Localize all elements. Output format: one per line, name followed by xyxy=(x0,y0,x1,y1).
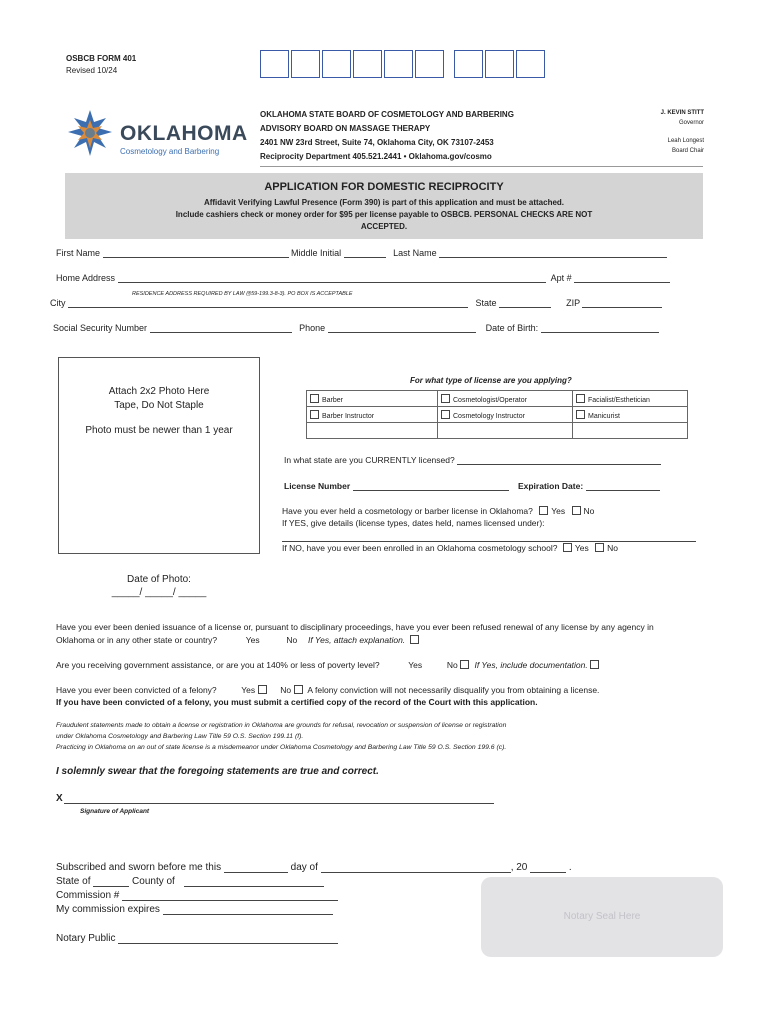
felony-note: A felony conviction will not necessarily disqualify you from obtaining a license. xyxy=(307,685,600,695)
form-id: OSBCB FORM 401 xyxy=(66,54,137,63)
year-prefix: , 20 xyxy=(510,862,528,873)
enrolled-row xyxy=(282,543,618,553)
barber-checkbox[interactable] xyxy=(310,394,319,403)
banner-line-1: Affidavit Verifying Lawful Presence (Form 390) is part of this application and must be attached. xyxy=(203,198,565,207)
yes-label: Yes xyxy=(551,506,566,516)
notary-seal-area[interactable] xyxy=(481,877,723,957)
city-label: City xyxy=(50,298,66,308)
denied-note: If Yes, attach explanation. xyxy=(307,635,406,645)
license-option-label: Cosmetologist/Operator xyxy=(453,396,527,404)
assistance-question: Are you receiving government assistance, or are you at 140% or less of poverty level? xyxy=(56,660,380,670)
current-state-label: In what state are you CURRENTLY licensed? xyxy=(284,455,455,465)
denied-yes-label: Yes xyxy=(245,635,260,645)
board-address: 2401 NW 23rd Street, Suite 74, Oklahoma City, OK 73107-2453 xyxy=(260,138,494,147)
signature-field[interactable] xyxy=(64,803,494,804)
license-type-question: For what type of license are you applying? xyxy=(410,376,572,385)
held-yes-checkbox[interactable] xyxy=(539,506,548,515)
id-box[interactable] xyxy=(322,50,351,78)
chair-title: Board Chair xyxy=(671,148,704,154)
oath-statement: I solemnly swear that the foregoing statements are true and correct. xyxy=(56,766,379,777)
held-license-row xyxy=(282,506,594,516)
phone-label: Phone xyxy=(299,323,326,333)
state-label: State xyxy=(475,298,497,308)
photo-area[interactable] xyxy=(58,357,260,554)
license-option-cell[interactable] xyxy=(573,407,688,423)
license-empty-cell[interactable] xyxy=(307,423,438,439)
signature-label: Signature of Applicant xyxy=(80,808,150,815)
id-box[interactable] xyxy=(454,50,483,78)
banner-line-3: ACCEPTED. xyxy=(360,222,408,231)
cosmetologist-checkbox[interactable] xyxy=(441,394,450,403)
id-box[interactable] xyxy=(485,50,514,78)
license-number-field[interactable] xyxy=(353,481,509,491)
license-option-cell[interactable] xyxy=(307,407,438,423)
apt-label: Apt # xyxy=(550,273,572,283)
denied-question-line-2: Oklahoma or in any other state or country? xyxy=(56,635,218,645)
application-banner xyxy=(65,173,703,239)
governor-name: J. KEVIN STITT xyxy=(660,110,704,116)
residence-note: RESIDENCE ADDRESS REQUIRED BY LAW (§59-199.3-8-3). PO BOX IS ACCEPTABLE xyxy=(132,291,353,297)
license-number-label: License Number xyxy=(284,481,351,491)
barber-instructor-checkbox[interactable] xyxy=(310,410,319,419)
notary-seal-label: Notary Seal Here xyxy=(563,911,641,922)
state-field[interactable] xyxy=(499,298,551,308)
ssn-field[interactable] xyxy=(150,323,292,333)
day-field[interactable] xyxy=(224,861,288,873)
notary-state-field[interactable] xyxy=(93,875,129,887)
apt-field[interactable] xyxy=(574,273,670,283)
legal-notice xyxy=(56,720,506,753)
denied-question-row xyxy=(56,635,422,645)
phone-field[interactable] xyxy=(328,323,476,333)
yes-label: Yes xyxy=(574,543,589,553)
license-option-label: Manicurist xyxy=(588,412,620,420)
last-name-field[interactable] xyxy=(439,248,667,258)
dob-label: Date of Birth: xyxy=(485,323,539,333)
board-info xyxy=(260,108,514,164)
photo-date-label: Date of Photo: xyxy=(127,574,191,585)
ssn-row xyxy=(53,323,659,333)
license-option-cell[interactable] xyxy=(438,391,573,407)
enrolled-yes-checkbox[interactable] xyxy=(563,543,572,552)
zip-label: ZIP xyxy=(566,298,580,308)
address-row xyxy=(56,273,670,283)
year-field[interactable] xyxy=(530,861,566,873)
expires-row xyxy=(56,903,333,915)
id-box[interactable] xyxy=(260,50,289,78)
license-empty-cell[interactable] xyxy=(573,423,688,439)
advisory-board: ADVISORY BOARD ON MASSAGE THERAPY xyxy=(260,124,431,133)
officials xyxy=(640,108,704,156)
no-label: No xyxy=(607,543,618,553)
commission-label: Commission # xyxy=(56,890,120,901)
expiration-field[interactable] xyxy=(586,481,660,491)
photo-date xyxy=(58,574,260,598)
county-of-label: County of xyxy=(132,876,175,887)
id-box[interactable] xyxy=(291,50,320,78)
middle-initial-field[interactable] xyxy=(344,248,386,258)
license-option-cell[interactable] xyxy=(307,391,438,407)
first-name-field[interactable] xyxy=(103,248,289,258)
governor-title: Governor xyxy=(678,120,704,126)
held-license-question: Have you ever held a cosmetology or barber license in Oklahoma? xyxy=(282,506,533,516)
enrolled-question: If NO, have you ever been enrolled in an Oklahoma cosmetology school? xyxy=(282,543,558,553)
photo-line-1: Attach 2x2 Photo Here xyxy=(108,386,210,397)
felony-no-checkbox[interactable] xyxy=(294,685,303,694)
middle-initial-label: Middle Initial xyxy=(291,248,342,258)
license-option-label: Facialist/Esthetician xyxy=(588,396,650,404)
enrolled-no-checkbox[interactable] xyxy=(595,543,604,552)
id-box[interactable] xyxy=(353,50,382,78)
felony-question: Have you ever been convicted of a felony? xyxy=(56,685,217,695)
license-option-label: Barber Instructor xyxy=(322,412,375,420)
license-option-label: Cosmetology Instructor xyxy=(453,412,525,420)
assistance-note: If Yes, include documentation. xyxy=(474,660,588,670)
denied-checkbox[interactable] xyxy=(410,635,419,644)
legal-line-1: Fraudulent statements made to obtain a license or registration in Oklahoma are grounds for refusal, revocation or suspension of license or registration xyxy=(56,722,507,729)
header-divider xyxy=(260,166,703,167)
current-state-row xyxy=(284,455,661,465)
no-label: No xyxy=(583,506,595,516)
banner-line-2: Include cashiers check or money order for $95 per license payable to OSBCB. PERSONAL CHECKS ARE NOT xyxy=(175,210,593,219)
held-no-checkbox[interactable] xyxy=(572,506,581,515)
city-row xyxy=(50,298,662,308)
felony-yes-checkbox[interactable] xyxy=(258,685,267,694)
felony-row xyxy=(56,685,599,695)
assistance-no-label: No xyxy=(446,660,458,670)
signature-x: X xyxy=(56,793,63,804)
license-number-row xyxy=(284,481,660,491)
facialist-checkbox[interactable] xyxy=(576,394,585,403)
last-name-label: Last Name xyxy=(393,248,437,258)
expires-label: My commission expires xyxy=(56,904,160,915)
assistance-yes-label: Yes xyxy=(408,660,423,670)
denied-no-label: No xyxy=(286,635,298,645)
board-name: OKLAHOMA STATE BOARD OF COSMETOLOGY AND BARBERING xyxy=(260,110,514,119)
application-title: APPLICATION FOR DOMESTIC RECIPROCITY xyxy=(264,181,504,193)
month-field[interactable] xyxy=(321,861,511,873)
reciprocity-department: Reciprocity Department 405.521.2441 • Oklahoma.gov/cosmo xyxy=(260,152,492,161)
logo-subtitle: Cosmetology and Barbering xyxy=(120,147,220,156)
expiration-label: Expiration Date: xyxy=(517,481,584,491)
expires-field[interactable] xyxy=(163,903,333,915)
license-option-cell[interactable] xyxy=(573,391,688,407)
notary-signature-field[interactable] xyxy=(118,932,338,944)
felony-yes-label: Yes xyxy=(241,685,256,695)
commission-row xyxy=(56,889,338,901)
assistance-row xyxy=(56,660,602,670)
cosmetology-instructor-checkbox[interactable] xyxy=(441,410,450,419)
notary-public-label: Notary Public xyxy=(56,933,116,944)
assistance-yes-checkbox[interactable] xyxy=(590,660,599,669)
license-type-table xyxy=(306,390,688,439)
zip-field[interactable] xyxy=(582,298,662,308)
commission-field[interactable] xyxy=(122,889,338,901)
id-box[interactable] xyxy=(384,50,413,78)
first-name-label: First Name xyxy=(56,248,101,258)
state-county-row xyxy=(56,875,324,887)
day-of-label: day of xyxy=(290,862,318,873)
county-field[interactable] xyxy=(184,875,324,887)
state-of-label: State of xyxy=(56,876,91,887)
id-box[interactable] xyxy=(415,50,444,78)
revised-date: Revised 10/24 xyxy=(66,66,118,75)
chair-name: Leah Longest xyxy=(667,138,704,144)
ssn-label: Social Security Number xyxy=(53,323,148,333)
photo-date-blanks[interactable]: _____/ _____/ _____ xyxy=(111,587,207,598)
felony-requirement: If you have been convicted of a felony, you must submit a certified copy of the record of the Court with this application. xyxy=(56,697,538,707)
license-empty-cell[interactable] xyxy=(438,423,573,439)
oklahoma-logo-icon xyxy=(66,108,114,160)
details-label: If YES, give details (license types, dates held, names licensed under): xyxy=(282,518,545,528)
logo-wordmark: OKLAHOMA xyxy=(120,122,248,145)
assistance-no-checkbox[interactable] xyxy=(460,660,469,669)
license-option-label: Barber xyxy=(322,396,344,404)
notary-public-row xyxy=(56,932,338,944)
id-box[interactable] xyxy=(516,50,545,78)
photo-line-3: Photo must be newer than 1 year xyxy=(85,425,233,436)
home-address-field[interactable] xyxy=(118,273,546,283)
license-option-cell[interactable] xyxy=(438,407,573,423)
city-field[interactable] xyxy=(68,298,468,308)
name-row xyxy=(56,248,667,258)
subscribed-row: Subscribed and sworn before me this day of , 20 . xyxy=(56,862,572,873)
legal-line-2: under Oklahoma Cosmetology and Barbering Law Title 59 O.S. Section 199.11 (f). xyxy=(56,733,304,740)
denied-question-line-1: Have you ever been denied issuance of a license or, pursuant to disciplinary proceedings, have you ever been refused renewal of any license by any agency in xyxy=(56,622,654,632)
manicurist-checkbox[interactable] xyxy=(576,410,585,419)
subscribed-label: Subscribed and sworn before me this xyxy=(56,862,222,873)
dob-field[interactable] xyxy=(541,323,659,333)
legal-line-3: Practicing in Oklahoma on an out of state license is a misdemeanor under Oklahoma Cosmetology and Barbering Law Title 59 O.S. Section 199.6 (c). xyxy=(56,744,507,751)
photo-line-2: Tape, Do Not Staple xyxy=(114,400,204,411)
details-field[interactable] xyxy=(282,541,696,542)
current-state-field[interactable] xyxy=(457,455,661,465)
felony-no-label: No xyxy=(280,685,292,695)
home-address-label: Home Address xyxy=(56,273,116,283)
id-number-boxes[interactable] xyxy=(260,50,547,83)
